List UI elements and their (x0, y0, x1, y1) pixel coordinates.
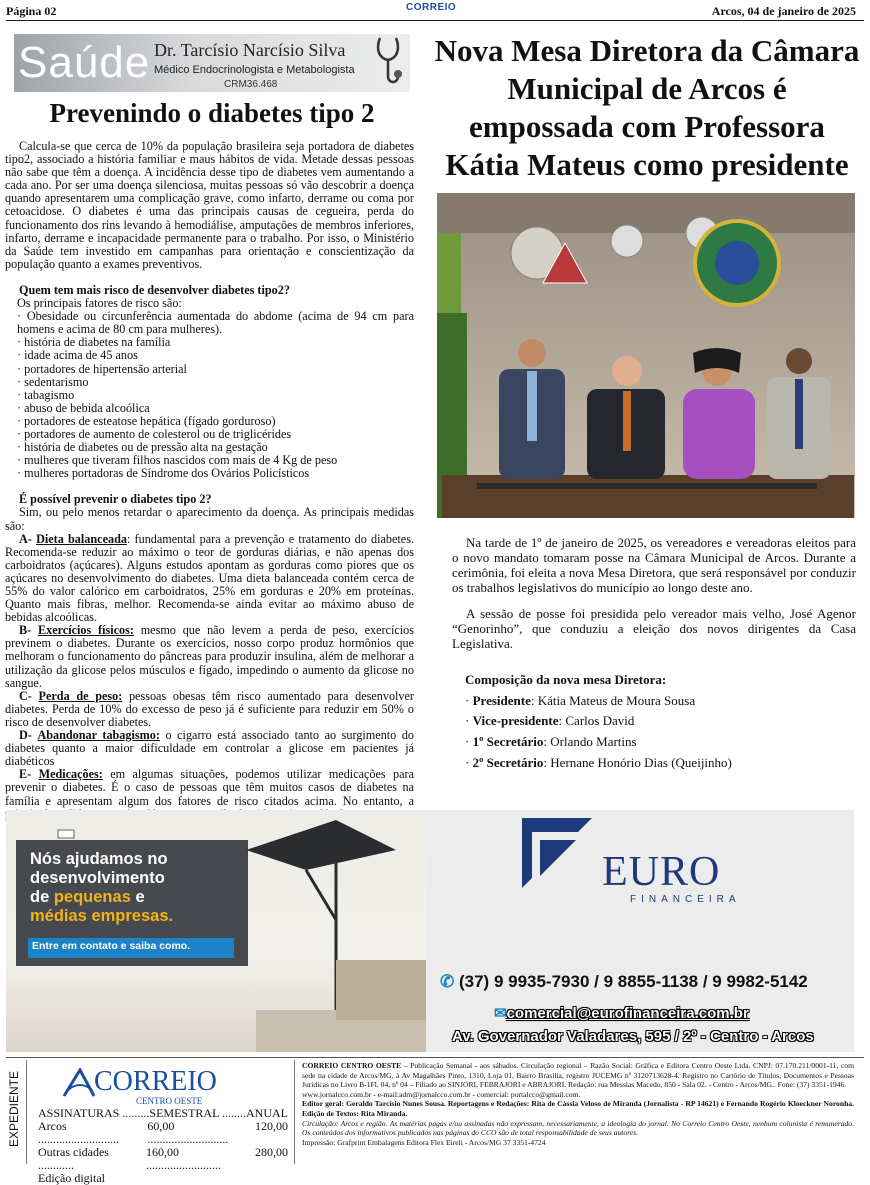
correio-logo-text: CORREIO (94, 1066, 217, 1097)
member-name: : Orlando Martins (543, 734, 637, 749)
article-paragraph: A sessão de posse foi presidida pelo vereador mais velho, José Agenor “Genorinho”, que conduziu a eleição dos novos dirigentes da Casa Legislativa. (452, 606, 856, 651)
footer-vertical-divider (294, 1060, 295, 1164)
ad-headline-line (30, 888, 173, 907)
measure-text: : fundamental para a prevenção e tratamento do diabetes. Recomenda-se reduzir ao máximo o teor de gorduras diárias, e não apenas dos carboidratos (açúcares). Alguns estudos apontam as gorduras como piores que os açúcares no desenvolvimento do diabetes. Uma dieta balanceada contém cerca de 55% do valor calórico em carboidratos, 25% em gorduras e 20% em proteínas. Quanto mais fibras, melhor. Recomenda-se ainda evitar ao máximo abuso de bebidas alcoólicas. (5, 531, 414, 625)
ad-headline-part: de (30, 888, 54, 906)
table-row (38, 1146, 288, 1172)
measure-letter: D- (19, 728, 32, 743)
brand-name: EURO (602, 849, 721, 895)
ad-contact-panel (426, 810, 854, 1052)
member-name: : Kátia Mateus de Moura Sousa (530, 693, 696, 708)
risk-lead: Os principais fatores de risco são: (17, 296, 182, 311)
phone-icon: ✆ (440, 972, 455, 991)
table-cell: Edição digital (38, 1171, 105, 1185)
list-item: · mulheres que tiveram filhos nascidos com mais de 4 Kg de peso (17, 453, 338, 468)
ad-image-panel (6, 810, 426, 1052)
composition-item: · 2º Secretário: Hernane Honório Dias (Queijinho) (465, 755, 732, 770)
member-name: : Carlos David (558, 713, 635, 728)
prevention-lead: Sim, ou pelo menos retardar o aparecimento da doença. As principais medidas são: (5, 505, 414, 533)
measure-letter: A- (19, 531, 32, 546)
list-item: · abuso de bebida alcoólica (17, 400, 150, 415)
correio-logo-subtitle: CENTRO OESTE (136, 1096, 203, 1106)
table-cell: 60,00 ........................... (147, 1119, 229, 1146)
ad-headline-part: e (130, 888, 145, 906)
measure-item (5, 729, 414, 768)
section-name: Saúde (18, 38, 151, 87)
email-address: comercial@eurofinanceira.com.br (506, 1005, 749, 1022)
editorial-credits: Editor geral: Geraldo Tarcísio Nunes Sousa. Reportagens e Redações: Rita de Cássia Veloso de Miranda (Jornalista - RP 14621) e Fernando Rogério Kloeckner Noronha. Edição de Textos: Rita Miranda. (302, 1099, 854, 1118)
role-label: Vice-presidente (472, 713, 559, 728)
table-cell: ANUAL (245, 1106, 288, 1120)
measure-title: Dieta balanceada (36, 531, 127, 546)
measure-letter: E- (19, 767, 32, 782)
member-name: : Hernane Honório Dias (Queijinho) (543, 755, 732, 770)
measure-text: pessoas obesas têm risco aumentado para desenvolver diabetes. Perda de 10% do excesso de peso já é suficiente para reduzir em 50% o risco de desenvolver diabetes. (5, 688, 414, 729)
list-item: · portadores de aumento de colesterol ou de triglicérides (17, 426, 292, 441)
disclaimer: Circulação: Arcos e região. As matérias pagas e/ou assinadas não expressam, necessariamente, a ideologia do jornal. No Correio Centro Oeste, nenhum colunista é remunerado. Os conteúdos dos informativos publicados nas páginas do CCO são de total responsabilidade de seus autores. (302, 1118, 854, 1138)
printer-info: Impressão: Grafprint Embalagens Editora Flex Eireli - Arcos/MG 37 3351-4724 (302, 1137, 546, 1147)
list-item: · sedentarismo (17, 374, 89, 389)
measure-item (5, 533, 414, 625)
list-item: · história de diabetes na família (17, 335, 171, 350)
list-item: · história de diabetes ou de pressão alta na gestação (17, 440, 268, 455)
composition-item: · 1º Secretário: Orlando Martins (465, 734, 637, 749)
article-intro: Calcula-se que cerca de 10% da população brasileira seja portadora de diabetes tipo2, associado a história familiar e maus hábitos de vida. Metade dessas pessoas não sabe que têm a doença. A incidência desse tipo de diabetes vem aumentando a cada ano. Por ser uma doença silenciosa, muitas pessoas só vão descobrir a doença quando apresentarem uma complicação grave, como infarto, derrame ou coma por cetoacidose. O diabetes é uma das principais causas de cegueira, perda do funcionamento dos rins levando à hemodiálise, amputações de membros inferiores, infarto, derrame e incapacidade permanente para o trabalho. Por isso, o Ministério da Saúde tem investido em campanhas para orientação e conscientização da população quanto a exames preventivos. (5, 139, 414, 271)
measure-item (5, 690, 414, 729)
euro-logo-icon (522, 818, 602, 898)
list-item: · tabagismo (17, 387, 75, 402)
measure-title: Exercícios físicos: (37, 623, 134, 638)
columnist-name: Dr. Tarcísio Narcísio Silva (154, 40, 346, 60)
issue-date: Arcos, 04 de janeiro de 2025 (711, 4, 856, 18)
risk-factor-list (5, 310, 414, 480)
question-heading: Quem tem mais risco de desenvolver diabetes tipo2? (19, 282, 290, 297)
table-cell: 120,00 (255, 1119, 288, 1133)
expediente-label-text: EXPEDIENTE (7, 1070, 21, 1148)
list-item: · mulheres portadoras de Síndrome dos Ovários Policísticos (17, 466, 310, 481)
composition-heading: Composição da nova mesa Diretora: (465, 672, 667, 687)
subscription-table (38, 1107, 288, 1185)
table-cell: 280,00 (255, 1145, 288, 1159)
headline: Nova Mesa Diretora da Câmara Municipal de Arcos é empossada com Professora Kátia Mateus como presidente (434, 33, 860, 182)
header-logo-text: CORREIO (406, 2, 457, 13)
page-number: Página 02 (6, 4, 57, 18)
ad-headline (30, 850, 173, 926)
publication-name: CORREIO CENTRO OESTE (302, 1061, 402, 1070)
phone-numbers: (37) 9 9935-7930 / 9 8855-1138 / 9 9982-5142 (458, 972, 808, 991)
list-item: · portadores de esteatose hepática (fígado gorduroso) (17, 413, 276, 428)
table-cell: SEMESTRAL ........ (149, 1106, 246, 1120)
measure-text: o cigarro está associado tanto ao surgimento do diabetes quanto a maior dificuldade em controlar a glicose em pacientes já diabéticos (5, 728, 415, 769)
measure-title: Abandonar tabagismo: (37, 728, 160, 743)
measure-item (5, 624, 414, 689)
columnist-specialty: Médico Endocrinologista e Metabologista (154, 64, 355, 76)
ad-headline-highlight: médias empresas. (30, 907, 174, 925)
header-logo (406, 2, 456, 13)
table-cell: 160,00 ......................... (146, 1145, 221, 1172)
role-label: 1º Secretário (472, 734, 544, 749)
composition-item: · Vice-presidente: Carlos David (465, 713, 635, 728)
measure-title: Medicações: (38, 767, 103, 782)
stethoscope-icon (374, 36, 406, 90)
table-cell: Arcos ........................... (38, 1119, 119, 1146)
table-row (38, 1120, 288, 1146)
contact-links[interactable]: www.jornalcco.com.br - e-mail:adm@jornalcco.com.br - comercial: portalcco@gmail.com. (302, 1089, 581, 1099)
table-row (38, 1172, 288, 1185)
legal-paragraph (302, 1061, 854, 1090)
ad-email[interactable] (494, 1004, 749, 1022)
article-paragraph: Na tarde de 1º de janeiro de 2025, os vereadores e vereadoras eleitos para o novo mandato tomaram posse na Câmara Municipal de Arcos. Durante a cerimônia, foi eleita a nova Mesa Diretora, que será responsável por conduzir os trabalhos legislativos do município ao longo deste ano. (452, 535, 856, 595)
table-cell: ASSINATURAS ......... (38, 1106, 150, 1120)
ad-headline-line: Nós ajudamos no (30, 850, 168, 868)
legal-info (302, 1061, 854, 1147)
measure-text: mesmo que não levem a perda de peso, exercícios previnem o diabetes. Durante os exercícios, nosso corpo produz hormônios que melhoram o funcionamento do pâncreas para produzir insulina, além de melhorar a utilização da glicose pelos músculos e fígado, impedindo o aumento da glicose no sangue. (5, 623, 414, 690)
table-cell: Outras cidades ............ (38, 1145, 109, 1172)
measure-title: Perda de peso: (38, 688, 123, 703)
expediente-label (4, 1060, 22, 1162)
council-article-body (452, 535, 856, 651)
role-label: Presidente (472, 693, 531, 708)
measure-text: em algumas situações, podemos utilizar medicações para prevenir o diabetes. É o caso de pessoas que têm muitos casos de diabetes na família e apresentam algum dos fatores de risco citados acima. No entanto, a (5, 767, 415, 808)
correio-logo-mark-icon (62, 1068, 96, 1098)
ad-address: Av. Governador Valadares, 595 / 2º - Centro - Arcos (452, 1028, 814, 1045)
columnist-crm: CRM36.468 (224, 79, 278, 90)
ad-headline-line: desenvolvimento (30, 869, 165, 887)
news-photo (437, 193, 855, 518)
question-heading: É possível prevenir o diabetes tipo 2? (19, 492, 212, 507)
brand-subtitle: FINANCEIRA (630, 894, 741, 905)
header-divider (6, 20, 864, 21)
health-column-banner (14, 34, 410, 92)
correio-logo (62, 1062, 222, 1104)
list-item: · portadores de hipertensão arterial (17, 361, 187, 376)
composition-item: · Presidente: Kátia Mateus de Moura Sousa (465, 693, 696, 708)
list-item: · Obesidade ou circunferência aumentada do abdome (acima de 94 cm para homens e acima de 80 cm para mulheres). (17, 309, 414, 337)
role-label: 2º Secretário (472, 755, 544, 770)
diabetes-article-body (5, 140, 414, 821)
ad-cta-banner[interactable]: Entre em contato e saiba como. (28, 938, 234, 958)
legal-text: – Publicação Semanal - aos sábados. Circulação regional – Razão Social: Gráfica e Editora Centro Oeste Ltda. CNPJ: 07.170.211/0001-11, com sede na cidade de Arcos/MG, à Av Magalhães Pinto, 1310, Loja 01, Bairro Brasília, registro JUCEMG nº 3120713628-4. Registro no Cartório de Títulos, Documentos e Pessoas Jurídicas no Livro B-1Fl. 04, nº 04 – Filiado ao SINJORI, FEBRAJORI e ABRAJORI. Redação: rua Messias Macedo, 850 - Sala 02. - Centro - Arcos/MG.. Fone: (37) 3351-1946. (302, 1061, 854, 1090)
ad-phone-line[interactable] (440, 972, 808, 992)
measure-letter: C- (19, 688, 32, 703)
measure-letter: B- (19, 623, 32, 638)
envelope-icon: ✉ (494, 1005, 507, 1022)
council-photo-illustration (437, 193, 855, 518)
article-title: Prevenindo o diabetes tipo 2 (49, 98, 375, 128)
list-item: · idade acima de 45 anos (17, 348, 138, 363)
footer-vertical-divider (26, 1060, 27, 1164)
footer-divider (6, 1057, 864, 1058)
euro-financeira-ad[interactable] (6, 810, 854, 1052)
ad-headline-highlight: pequenas (53, 888, 131, 906)
